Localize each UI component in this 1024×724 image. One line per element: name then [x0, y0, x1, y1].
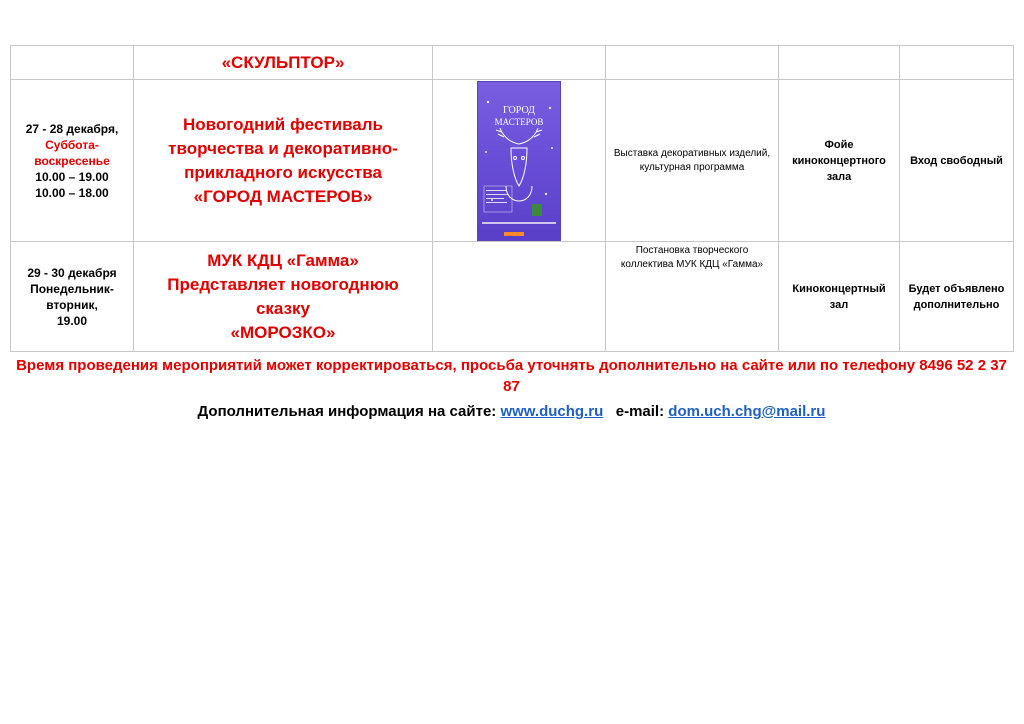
venue-title: «СКУЛЬПТОР» — [134, 46, 433, 80]
poster-title-2: МАСТЕРОВ — [494, 116, 544, 127]
event-title: Новогодний фестиваль творчества и декоративно- прикладного искусства «ГОРОД МАСТЕРОВ» — [134, 80, 433, 242]
email-link[interactable]: dom.uch.chg@mail.ru — [668, 403, 826, 420]
event-entry: Будет объявлено дополнительно — [900, 242, 1014, 352]
event-description: Выставка декоративных изделий, культурная программа — [606, 80, 779, 242]
event-description: Постановка творческого коллектива МУК КДЦ «Гамма» — [606, 242, 779, 352]
info-label: Дополнительная информация на сайте: — [197, 403, 497, 420]
table-row — [11, 242, 1014, 352]
table-row — [11, 80, 1014, 242]
table-row — [11, 46, 1014, 80]
event-title: МУК КДЦ «Гамма» Представляет новогоднюю сказку «МОРОЗКО» — [134, 242, 433, 352]
event-entry: Вход свободный — [900, 80, 1014, 242]
contact-info — [10, 401, 1013, 422]
event-place: Фойе киноконцертного зала — [779, 80, 900, 242]
event-place: Киноконцертный зал — [779, 242, 900, 352]
schedule-notice: Время проведения мероприятий может корректироваться, просьба уточнять дополнительно на сайте или по телефону 8496 52 2 37 87 — [16, 357, 1007, 395]
poster-cell — [433, 80, 606, 242]
site-link[interactable]: www.duchg.ru — [500, 403, 604, 420]
email-label: e-mail: — [615, 403, 665, 420]
event-poster — [477, 81, 561, 241]
event-date: 29 - 30 декабря Понедельник- вторник, 19.00 — [11, 242, 134, 352]
schedule-table — [10, 45, 1014, 352]
event-date: 27 - 28 декабря, Суббота- воскресенье 10.00 – 19.00 10.00 – 18.00 — [11, 80, 134, 242]
poster-title-1: ГОРОД — [503, 104, 535, 116]
